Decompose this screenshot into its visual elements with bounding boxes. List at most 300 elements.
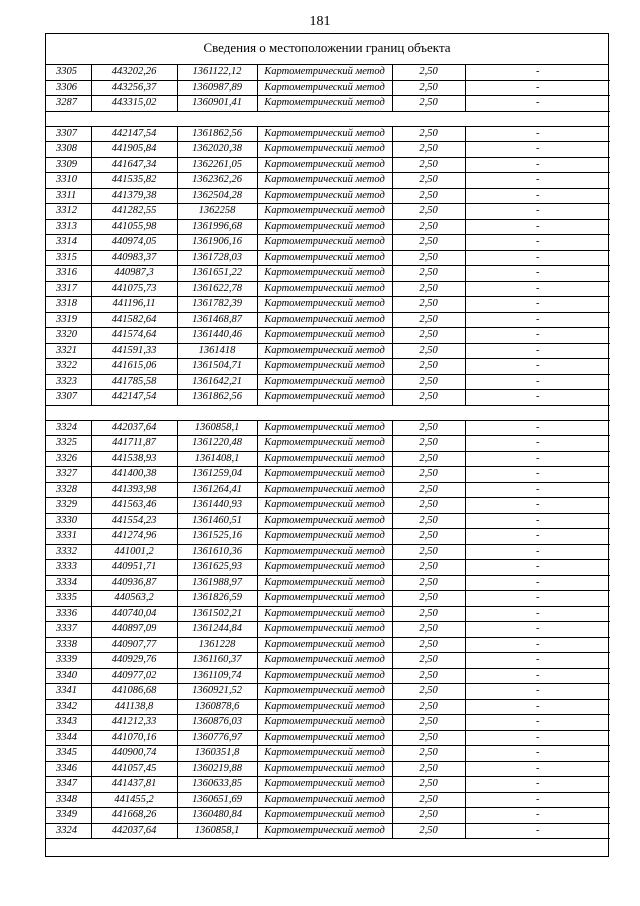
table-row [46, 792, 610, 808]
point-number-cell: 3311 [46, 188, 91, 204]
description-cell: - [465, 498, 610, 514]
table-row [46, 142, 610, 158]
x-coordinate-cell: 441591,33 [91, 343, 177, 359]
accuracy-cell: 2,50 [392, 482, 465, 498]
table-row [46, 235, 610, 251]
description-cell: - [465, 297, 610, 313]
method-cell: Картометрический метод [257, 96, 392, 112]
description-cell: - [465, 451, 610, 467]
point-number-cell: 3306 [46, 80, 91, 96]
point-number-cell: 3313 [46, 219, 91, 235]
accuracy-cell: 2,50 [392, 653, 465, 669]
y-coordinate-cell: 1361440,46 [177, 328, 257, 344]
x-coordinate-cell: 440563,2 [91, 591, 177, 607]
y-coordinate-cell: 1361259,04 [177, 467, 257, 483]
table-row [46, 126, 610, 142]
y-coordinate-cell: 1361826,59 [177, 591, 257, 607]
point-number-cell: 3332 [46, 544, 91, 560]
x-coordinate-cell: 441668,26 [91, 808, 177, 824]
point-number-cell: 3330 [46, 513, 91, 529]
y-coordinate-cell: 1361988,97 [177, 575, 257, 591]
description-cell: - [465, 591, 610, 607]
method-cell: Картометрический метод [257, 297, 392, 313]
accuracy-cell: 2,50 [392, 715, 465, 731]
method-cell: Картометрический метод [257, 653, 392, 669]
accuracy-cell: 2,50 [392, 591, 465, 607]
y-coordinate-cell: 1362362,26 [177, 173, 257, 189]
table-row [46, 250, 610, 266]
point-number-cell: 3334 [46, 575, 91, 591]
point-number-cell: 3331 [46, 529, 91, 545]
x-coordinate-cell: 442037,64 [91, 823, 177, 839]
method-cell: Картометрический метод [257, 529, 392, 545]
accuracy-cell: 2,50 [392, 281, 465, 297]
description-cell: - [465, 281, 610, 297]
x-coordinate-cell: 441001,2 [91, 544, 177, 560]
x-coordinate-cell: 441711,87 [91, 436, 177, 452]
method-cell: Картометрический метод [257, 420, 392, 436]
x-coordinate-cell: 440987,3 [91, 266, 177, 282]
accuracy-cell: 2,50 [392, 467, 465, 483]
method-cell: Картометрический метод [257, 761, 392, 777]
table-row [46, 560, 610, 576]
accuracy-cell: 2,50 [392, 157, 465, 173]
point-number-cell: 3314 [46, 235, 91, 251]
method-cell: Картометрический метод [257, 312, 392, 328]
x-coordinate-cell: 441574,64 [91, 328, 177, 344]
table-row [46, 544, 610, 560]
y-coordinate-cell: 1361525,16 [177, 529, 257, 545]
method-cell: Картометрический метод [257, 436, 392, 452]
coordinates-table [46, 65, 610, 839]
x-coordinate-cell: 440977,02 [91, 668, 177, 684]
method-cell: Картометрический метод [257, 808, 392, 824]
x-coordinate-cell: 441563,46 [91, 498, 177, 514]
y-coordinate-cell: 1361642,21 [177, 374, 257, 390]
method-cell: Картометрический метод [257, 746, 392, 762]
y-coordinate-cell: 1360921,52 [177, 684, 257, 700]
table-row [46, 684, 610, 700]
y-coordinate-cell: 1361622,78 [177, 281, 257, 297]
x-coordinate-cell: 441538,93 [91, 451, 177, 467]
description-cell: - [465, 80, 610, 96]
point-number-cell: 3307 [46, 126, 91, 142]
accuracy-cell: 2,50 [392, 544, 465, 560]
x-coordinate-cell: 442147,54 [91, 126, 177, 142]
description-cell: - [465, 777, 610, 793]
method-cell: Картометрический метод [257, 157, 392, 173]
boundary-table-frame [45, 33, 609, 857]
method-cell: Картометрический метод [257, 715, 392, 731]
y-coordinate-cell: 1361160,37 [177, 653, 257, 669]
method-cell: Картометрический метод [257, 80, 392, 96]
method-cell: Картометрический метод [257, 606, 392, 622]
description-cell: - [465, 746, 610, 762]
accuracy-cell: 2,50 [392, 343, 465, 359]
description-cell: - [465, 328, 610, 344]
method-cell: Картометрический метод [257, 482, 392, 498]
table-row [46, 374, 610, 390]
table-row [46, 699, 610, 715]
y-coordinate-cell: 1362261,05 [177, 157, 257, 173]
point-number-cell: 3312 [46, 204, 91, 220]
point-number-cell: 3325 [46, 436, 91, 452]
x-coordinate-cell: 441055,98 [91, 219, 177, 235]
point-number-cell: 3328 [46, 482, 91, 498]
description-cell: - [465, 560, 610, 576]
point-number-cell: 3319 [46, 312, 91, 328]
point-number-cell: 3308 [46, 142, 91, 158]
accuracy-cell: 2,50 [392, 436, 465, 452]
accuracy-cell: 2,50 [392, 575, 465, 591]
point-number-cell: 3333 [46, 560, 91, 576]
accuracy-cell: 2,50 [392, 328, 465, 344]
description-cell: - [465, 606, 610, 622]
method-cell: Картометрический метод [257, 544, 392, 560]
accuracy-cell: 2,50 [392, 746, 465, 762]
accuracy-cell: 2,50 [392, 792, 465, 808]
x-coordinate-cell: 440974,05 [91, 235, 177, 251]
accuracy-cell: 2,50 [392, 529, 465, 545]
table-row [46, 80, 610, 96]
table-row [46, 420, 610, 436]
accuracy-cell: 2,50 [392, 173, 465, 189]
accuracy-cell: 2,50 [392, 451, 465, 467]
method-cell: Картометрический метод [257, 343, 392, 359]
x-coordinate-cell: 441138,8 [91, 699, 177, 715]
table-row [46, 204, 610, 220]
description-cell: - [465, 699, 610, 715]
accuracy-cell: 2,50 [392, 359, 465, 375]
description-cell: - [465, 343, 610, 359]
x-coordinate-cell: 441075,73 [91, 281, 177, 297]
y-coordinate-cell: 1361220,48 [177, 436, 257, 452]
y-coordinate-cell: 1360878,6 [177, 699, 257, 715]
x-coordinate-cell: 441455,2 [91, 792, 177, 808]
y-coordinate-cell: 1361610,36 [177, 544, 257, 560]
x-coordinate-cell: 440936,87 [91, 575, 177, 591]
description-cell: - [465, 761, 610, 777]
x-coordinate-cell: 441057,45 [91, 761, 177, 777]
accuracy-cell: 2,50 [392, 297, 465, 313]
table-row [46, 730, 610, 746]
x-coordinate-cell: 441535,82 [91, 173, 177, 189]
y-coordinate-cell: 1360351,8 [177, 746, 257, 762]
description-cell: - [465, 188, 610, 204]
accuracy-cell: 2,50 [392, 498, 465, 514]
accuracy-cell: 2,50 [392, 235, 465, 251]
y-coordinate-cell: 1361418 [177, 343, 257, 359]
point-number-cell: 3320 [46, 328, 91, 344]
table-row [46, 761, 610, 777]
table-row [46, 328, 610, 344]
table-row [46, 715, 610, 731]
point-number-cell: 3348 [46, 792, 91, 808]
y-coordinate-cell: 1361109,74 [177, 668, 257, 684]
method-cell: Картометрический метод [257, 467, 392, 483]
accuracy-cell: 2,50 [392, 250, 465, 266]
method-cell: Картометрический метод [257, 591, 392, 607]
accuracy-cell: 2,50 [392, 606, 465, 622]
point-number-cell: 3344 [46, 730, 91, 746]
method-cell: Картометрический метод [257, 451, 392, 467]
method-cell: Картометрический метод [257, 560, 392, 576]
description-cell: - [465, 65, 610, 80]
accuracy-cell: 2,50 [392, 126, 465, 142]
table-row [46, 281, 610, 297]
table-row [46, 606, 610, 622]
accuracy-cell: 2,50 [392, 374, 465, 390]
point-number-cell: 3326 [46, 451, 91, 467]
table-row [46, 668, 610, 684]
page-number: 181 [309, 14, 331, 29]
table-row [46, 777, 610, 793]
y-coordinate-cell: 1361468,87 [177, 312, 257, 328]
table-row [46, 343, 610, 359]
description-cell: - [465, 157, 610, 173]
x-coordinate-cell: 441070,16 [91, 730, 177, 746]
point-number-cell: 3287 [46, 96, 91, 112]
description-cell: - [465, 637, 610, 653]
description-cell: - [465, 467, 610, 483]
method-cell: Картометрический метод [257, 390, 392, 406]
y-coordinate-cell: 1361996,68 [177, 219, 257, 235]
accuracy-cell: 2,50 [392, 761, 465, 777]
point-number-cell: 3337 [46, 622, 91, 638]
method-cell: Картометрический метод [257, 219, 392, 235]
method-cell: Картометрический метод [257, 359, 392, 375]
table-row [46, 219, 610, 235]
method-cell: Картометрический метод [257, 792, 392, 808]
method-cell: Картометрический метод [257, 250, 392, 266]
point-number-cell: 3309 [46, 157, 91, 173]
accuracy-cell: 2,50 [392, 188, 465, 204]
description-cell: - [465, 235, 610, 251]
y-coordinate-cell: 1360219,88 [177, 761, 257, 777]
y-coordinate-cell: 1362020,38 [177, 142, 257, 158]
y-coordinate-cell: 1361228 [177, 637, 257, 653]
description-cell: - [465, 142, 610, 158]
description-cell: - [465, 808, 610, 824]
table-row [46, 622, 610, 638]
method-cell: Картометрический метод [257, 235, 392, 251]
accuracy-cell: 2,50 [392, 668, 465, 684]
accuracy-cell: 2,50 [392, 80, 465, 96]
y-coordinate-cell: 1361264,41 [177, 482, 257, 498]
point-number-cell: 3327 [46, 467, 91, 483]
method-cell: Картометрический метод [257, 684, 392, 700]
point-number-cell: 3305 [46, 65, 91, 80]
table-row [46, 390, 610, 406]
x-coordinate-cell: 441582,64 [91, 312, 177, 328]
x-coordinate-cell: 443315,02 [91, 96, 177, 112]
x-coordinate-cell: 441086,68 [91, 684, 177, 700]
accuracy-cell: 2,50 [392, 219, 465, 235]
x-coordinate-cell: 440951,71 [91, 560, 177, 576]
method-cell: Картометрический метод [257, 622, 392, 638]
accuracy-cell: 2,50 [392, 777, 465, 793]
group-separator [46, 111, 610, 126]
accuracy-cell: 2,50 [392, 266, 465, 282]
y-coordinate-cell: 1360876,03 [177, 715, 257, 731]
description-cell: - [465, 374, 610, 390]
y-coordinate-cell: 1361728,03 [177, 250, 257, 266]
description-cell: - [465, 653, 610, 669]
x-coordinate-cell: 440897,09 [91, 622, 177, 638]
table-row [46, 451, 610, 467]
x-coordinate-cell: 441393,98 [91, 482, 177, 498]
table-row [46, 823, 610, 839]
description-cell: - [465, 204, 610, 220]
x-coordinate-cell: 440907,77 [91, 637, 177, 653]
description-cell: - [465, 420, 610, 436]
description-cell: - [465, 730, 610, 746]
point-number-cell: 3336 [46, 606, 91, 622]
table-row [46, 96, 610, 112]
x-coordinate-cell: 441379,38 [91, 188, 177, 204]
description-cell: - [465, 668, 610, 684]
y-coordinate-cell: 1360987,89 [177, 80, 257, 96]
description-cell: - [465, 482, 610, 498]
accuracy-cell: 2,50 [392, 390, 465, 406]
point-number-cell: 3340 [46, 668, 91, 684]
accuracy-cell: 2,50 [392, 684, 465, 700]
x-coordinate-cell: 440929,76 [91, 653, 177, 669]
table-row [46, 467, 610, 483]
point-number-cell: 3315 [46, 250, 91, 266]
accuracy-cell: 2,50 [392, 699, 465, 715]
x-coordinate-cell: 441615,06 [91, 359, 177, 375]
point-number-cell: 3316 [46, 266, 91, 282]
description-cell: - [465, 513, 610, 529]
point-number-cell: 3335 [46, 591, 91, 607]
point-number-cell: 3329 [46, 498, 91, 514]
x-coordinate-cell: 441785,58 [91, 374, 177, 390]
y-coordinate-cell: 1362258 [177, 204, 257, 220]
table-row [46, 637, 610, 653]
accuracy-cell: 2,50 [392, 823, 465, 839]
group-separator [46, 405, 610, 420]
accuracy-cell: 2,50 [392, 808, 465, 824]
point-number-cell: 3347 [46, 777, 91, 793]
y-coordinate-cell: 1361440,93 [177, 498, 257, 514]
x-coordinate-cell: 442147,54 [91, 390, 177, 406]
y-coordinate-cell: 1360901,41 [177, 96, 257, 112]
accuracy-cell: 2,50 [392, 513, 465, 529]
description-cell: - [465, 126, 610, 142]
y-coordinate-cell: 1361782,39 [177, 297, 257, 313]
point-number-cell: 3343 [46, 715, 91, 731]
x-coordinate-cell: 441274,96 [91, 529, 177, 545]
method-cell: Картометрический метод [257, 173, 392, 189]
y-coordinate-cell: 1361244,84 [177, 622, 257, 638]
y-coordinate-cell: 1361504,71 [177, 359, 257, 375]
table-row [46, 157, 610, 173]
method-cell: Картометрический метод [257, 328, 392, 344]
y-coordinate-cell: 1361625,93 [177, 560, 257, 576]
table-row [46, 65, 610, 80]
accuracy-cell: 2,50 [392, 65, 465, 80]
table-row [46, 266, 610, 282]
point-number-cell: 3324 [46, 420, 91, 436]
method-cell: Картометрический метод [257, 266, 392, 282]
table-row [46, 312, 610, 328]
description-cell: - [465, 96, 610, 112]
table-row [46, 575, 610, 591]
point-number-cell: 3323 [46, 374, 91, 390]
description-cell: - [465, 715, 610, 731]
table-title: Сведения о местоположении границ объекта [46, 34, 608, 65]
y-coordinate-cell: 1360858,1 [177, 823, 257, 839]
description-cell: - [465, 575, 610, 591]
point-number-cell: 3307 [46, 390, 91, 406]
point-number-cell: 3318 [46, 297, 91, 313]
y-coordinate-cell: 1360858,1 [177, 420, 257, 436]
method-cell: Картометрический метод [257, 142, 392, 158]
y-coordinate-cell: 1360480,84 [177, 808, 257, 824]
accuracy-cell: 2,50 [392, 312, 465, 328]
description-cell: - [465, 622, 610, 638]
description-cell: - [465, 312, 610, 328]
point-number-cell: 3324 [46, 823, 91, 839]
x-coordinate-cell: 441437,81 [91, 777, 177, 793]
description-cell: - [465, 792, 610, 808]
table-row [46, 808, 610, 824]
point-number-cell: 3341 [46, 684, 91, 700]
method-cell: Картометрический метод [257, 730, 392, 746]
method-cell: Картометрический метод [257, 699, 392, 715]
method-cell: Картометрический метод [257, 65, 392, 80]
x-coordinate-cell: 443202,26 [91, 65, 177, 80]
table-row [46, 529, 610, 545]
y-coordinate-cell: 1360776,97 [177, 730, 257, 746]
accuracy-cell: 2,50 [392, 420, 465, 436]
description-cell: - [465, 250, 610, 266]
y-coordinate-cell: 1361408,1 [177, 451, 257, 467]
point-number-cell: 3345 [46, 746, 91, 762]
point-number-cell: 3349 [46, 808, 91, 824]
table-row [46, 436, 610, 452]
y-coordinate-cell: 1361122,12 [177, 65, 257, 80]
table-row [46, 173, 610, 189]
x-coordinate-cell: 441282,55 [91, 204, 177, 220]
point-number-cell: 3310 [46, 173, 91, 189]
accuracy-cell: 2,50 [392, 96, 465, 112]
method-cell: Картометрический метод [257, 188, 392, 204]
description-cell: - [465, 359, 610, 375]
point-number-cell: 3346 [46, 761, 91, 777]
description-cell: - [465, 390, 610, 406]
x-coordinate-cell: 441212,33 [91, 715, 177, 731]
y-coordinate-cell: 1361502,21 [177, 606, 257, 622]
description-cell: - [465, 544, 610, 560]
y-coordinate-cell: 1360633,85 [177, 777, 257, 793]
y-coordinate-cell: 1361906,16 [177, 235, 257, 251]
description-cell: - [465, 173, 610, 189]
x-coordinate-cell: 440983,37 [91, 250, 177, 266]
y-coordinate-cell: 1361651,22 [177, 266, 257, 282]
table-row [46, 297, 610, 313]
accuracy-cell: 2,50 [392, 622, 465, 638]
table-row [46, 498, 610, 514]
method-cell: Картометрический метод [257, 513, 392, 529]
method-cell: Картометрический метод [257, 637, 392, 653]
accuracy-cell: 2,50 [392, 730, 465, 746]
method-cell: Картометрический метод [257, 374, 392, 390]
point-number-cell: 3322 [46, 359, 91, 375]
x-coordinate-cell: 440740,04 [91, 606, 177, 622]
y-coordinate-cell: 1361862,56 [177, 390, 257, 406]
